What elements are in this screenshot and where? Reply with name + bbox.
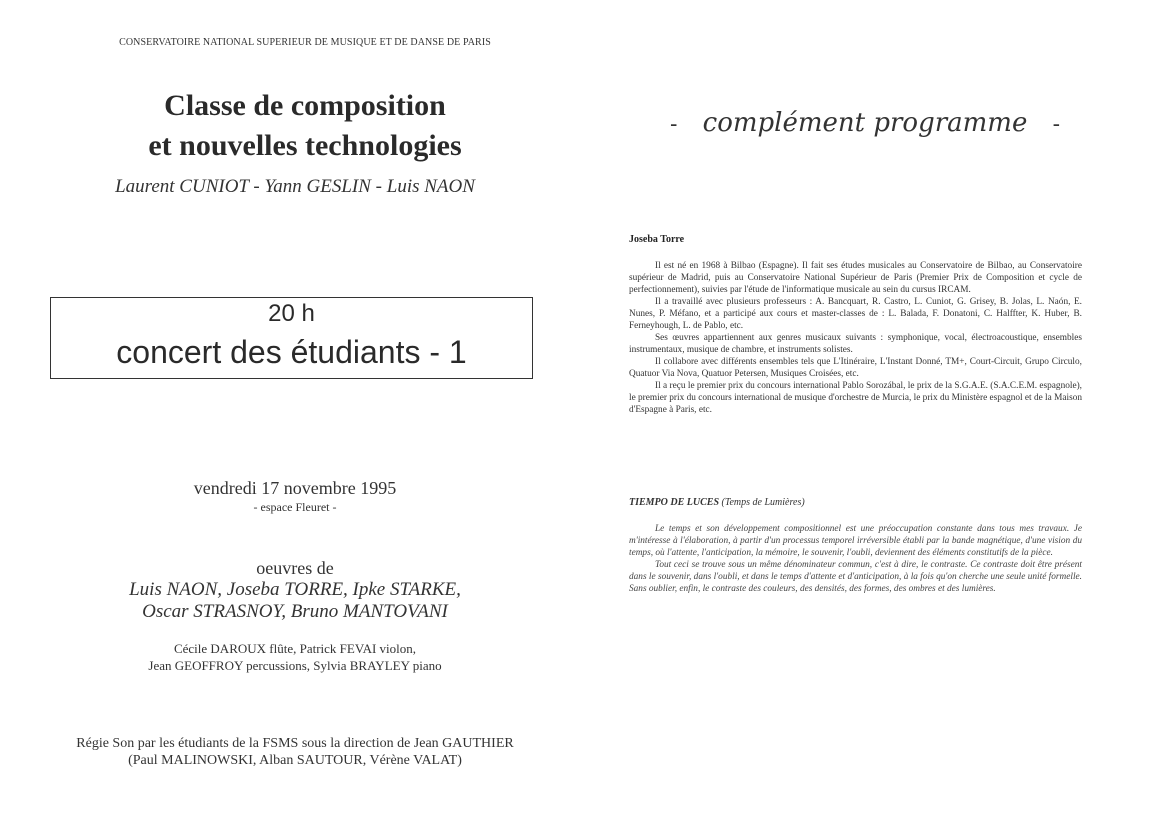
sound-direction [40, 735, 550, 769]
piece-heading [629, 497, 805, 508]
piece-title: TIEMPO DE LUCES [629, 497, 720, 508]
notes-paragraph: Le temps et son développement compositionnel est une préoccupation constante dans tous mes travaux. Je m'intéresse à l'élaboration, à partir d'un processus temporel irréversible établi par la bande magnétique, d'une vision du temps, où l'attente, l'anticipation, la mémoire, le souvenir, l'oubli, deviennent des éléments constitutifs de la pièce. [629, 524, 1082, 558]
bio-paragraph: Il est né en 1968 à Bilbao (Espagne). Il fait ses études musicales au Conservatoire de Bilbao, au Conservatoire supérieur de Madrid, puis au Conservatoire National Supérieur de Paris (Premier Prix de Composition et cycle de perfectionnement), suivies par l'étude de l'informatique musicale au sein du cursus IRCAM. [629, 261, 1082, 295]
composers-line-1: Luis NAON, Joseba TORRE, Ipke STARKE, [129, 579, 461, 600]
complement-title: complément programme [702, 108, 1028, 138]
sound-direction-line-2: (Paul MALINOWSKI, Alban SAUTOUR, Vérène VALAT) [128, 753, 462, 768]
concert-venue: - espace Fleuret - [253, 500, 337, 514]
performers-line-2: Jean GEOFFROY percussions, Sylvia BRAYLEY piano [148, 658, 442, 673]
bio-paragraph: Il collabore avec différents ensembles tels que L'Itinéraire, L'Instant Donné, TM+, Court-Circuit, Grupo Circulo, Quatuor Via Nova, Quatuor Petersen, Musiques Croisées, etc. [629, 357, 1082, 379]
concert-time: 20 h [268, 300, 315, 327]
works-label: oeuvres de [256, 558, 334, 578]
performers-list [60, 640, 530, 674]
composer-biography [629, 260, 1082, 416]
bio-paragraph: Il a reçu le premier prix du concours international Pablo Sorozábal, le prix de la S.G.A.E. (S.A.C.E.M. espagnole), le premier prix du concours international de musique d'orchestre de Murcia, le prix du Ministère espagnol et de la Maison d'Espagne à Paris, etc. [629, 381, 1082, 415]
class-title-line-2: et nouvelles technologies [148, 129, 462, 162]
composers-line-2: Oscar STRASNOY, Bruno MANTOVANI [142, 601, 448, 622]
composer-name: Joseba Torre [629, 234, 685, 245]
program-notes [629, 523, 1082, 595]
teachers-line: Laurent CUNIOT - Yann GESLIN - Luis NAON [115, 176, 475, 197]
performers-line-1: Cécile DAROUX flûte, Patrick FEVAI violon, [173, 641, 417, 656]
piece-subtitle: (Temps de Lumières) [721, 497, 805, 508]
class-title [60, 86, 550, 166]
sound-direction-line-1: Régie Son par les étudiants de la FSMS sous la direction de Jean GAUTHIER [76, 736, 514, 751]
composers-list [40, 579, 550, 623]
complement-heading [670, 108, 1060, 138]
concert-title: concert des étudiants - 1 [116, 334, 467, 370]
bio-paragraph: Ses œuvres appartiennent aux genres musicaux suivants : symphonique, vocal, électroacoustique, ensembles instrumentaux, musique de chambre, et instruments solistes. [629, 333, 1082, 355]
heading-dash-right: - [1052, 112, 1060, 137]
institution-name: CONSERVATOIRE NATIONAL SUPERIEUR DE MUSIQUE ET DE DANSE DE PARIS [119, 37, 491, 48]
class-title-line-1: Classe de composition [164, 89, 446, 122]
notes-paragraph: Tout ceci se trouve sous un même dénominateur commun, c'est à dire, le contraste. Ce contraste doit être présent dans le souvenir, dans l'oubli, et dans le temps d'attente et d'anticipation, à la fois qu'on cherche une seule unité formelle. Sans oublier, enfin, le contraste des couleurs, des densités, des formes, des ombres et des lumières. [629, 560, 1082, 594]
bio-paragraph: Il a travaillé avec plusieurs professeurs : A. Bancquart, R. Castro, L. Cuniot, G. Grisey, B. Jolas, L. Naón, E. Nunes, P. Méfano, et a participé aux cours et master-classes de : L. Balada, F. Donatoni, C. Halffter, K. Huber, B. Ferneyhough, L. de Pablo, etc. [629, 297, 1082, 331]
heading-dash-left: - [670, 112, 678, 137]
concert-date: vendredi 17 novembre 1995 [193, 478, 397, 498]
